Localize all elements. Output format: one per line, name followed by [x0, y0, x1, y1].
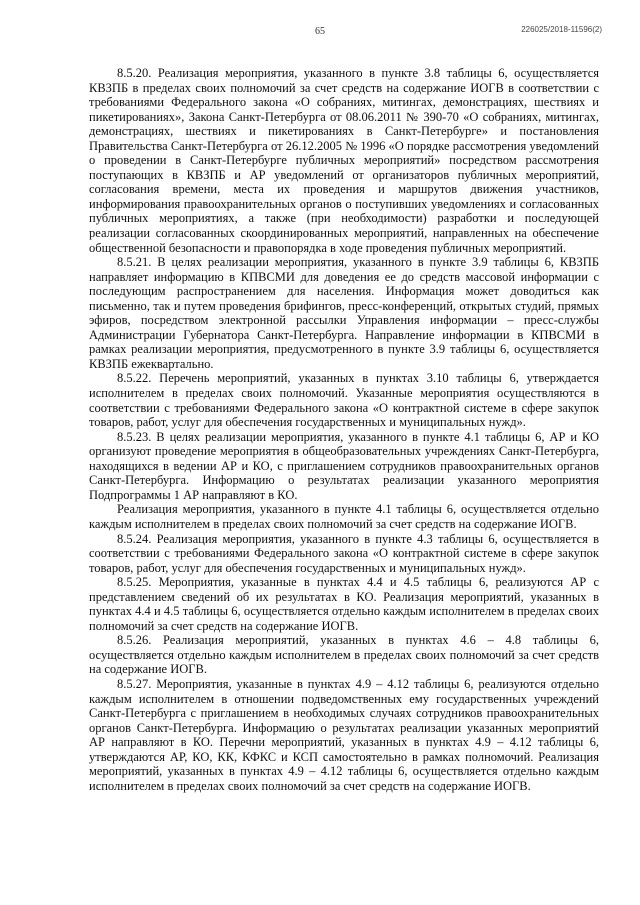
page-number: 65 [315, 26, 325, 37]
document-body [89, 66, 599, 793]
paragraph-8-5-26: 8.5.26. Реализация мероприятий, указанных в пунктах 4.6 – 4.8 таблицы 6, осуществляется отдельно каждым исполнителем в пределах своих полномочий за счет средств на содержание ИОГВ. [89, 633, 599, 677]
paragraph-8-5-23-continuation: Реализация мероприятия, указанного в пункте 4.1 таблицы 6, осуществляется отдельно каждым исполнителем в пределах своих полномочий за счет средств на содержание ИОГВ. [89, 502, 599, 531]
paragraph-8-5-22: 8.5.22. Перечень мероприятий, указанных в пунктах 3.10 таблицы 6, утверждается исполнителем в пределах своих полномочий. Указанные мероприятия осуществляются в соответствии с требованиями Федерального закона «О контрактной системе в сфере закупок товаров, работ, услуг для обеспечения государственных и муниципальных нужд». [89, 371, 599, 430]
paragraph-8-5-20: 8.5.20. Реализация мероприятия, указанного в пункте 3.8 таблицы 6, осуществляется КВЗПБ в пределах своих полномочий за счет средств на содержание ИОГВ в соответствии с требованиями Федерального закона «О собраниях, митингах, демонстрациях, шествиях и пикетированиях», Закона Санкт-Петербурга от 08.06.2011 № 390-70 «О собраниях, митингах, демонстрациях, шествиях и пикетированиях в Санкт-Петербурге» и постановления Правительства Санкт-Петербурга от 26.12.2005 № 1996 «О порядке рассмотрения уведомлений о проведении в Санкт-Петербурге публичных мероприятий» посредством рассмотрения поступающих в КВЗПБ и АР уведомлений от организаторов публичных мероприятий, согласования времени, места их проведения и маршрутов движения участников, информирования правоохранительных органов о поступивших уведомлениях и согласованных публичных мероприятиях, а также (при необходимости) разработки и последующей реализации согласованных скоординированных мероприятий, направленных на обеспечение общественной безопасности и правопорядка в ходе проведения публичных мероприятий. [89, 66, 599, 255]
paragraph-8-5-24: 8.5.24. Реализация мероприятия, указанного в пункте 4.3 таблицы 6, осуществляется в соответствии с требованиями Федерального закона «О контрактной системе в сфере закупок товаров, работ, услуг для обеспечения государственных и муниципальных нужд». [89, 531, 599, 575]
paragraph-8-5-23: 8.5.23. В целях реализации мероприятия, указанного в пункте 4.1 таблицы 6, АР и КО организуют проведение мероприятия в общеобразовательных учреждениях Санкт-Петербурга, находящихся в ведении АР и КО, с приглашением сотрудников правоохранительных органов Санкт-Петербурга. Информацию о результатах реализации указанного мероприятия Подпрограммы 1 АР направляют в КО. [89, 429, 599, 502]
paragraph-8-5-25: 8.5.25. Мероприятия, указанные в пунктах 4.4 и 4.5 таблицы 6, реализуются АР с представлением сведений об их результатах в КО. Реализация мероприятий, указанных в пунктах 4.4 и 4.5 таблицы 6, осуществляется отдельно каждым исполнителем в пределах своих полномочий за счет средств на содержание ИОГВ. [89, 575, 599, 633]
paragraph-8-5-21: 8.5.21. В целях реализации мероприятия, указанного в пункте 3.9 таблицы 6, КВЗПБ направляет информацию в КПВСМИ для доведения ее до средств массовой информации с последующим распространением для населения. Информация может доводиться как письменно, так и путем проведения брифингов, пресс-конференций, открытых студий, прямых эфиров, посредством электронной рассылки Управления информации – пресс-службы Администрации Губернатора Санкт-Петербурга. Направление информации в КПВСМИ в рамках реализации мероприятия, предусмотренного в пункте 3.9 таблицы 6, осуществляется КВЗПБ ежеквартально. [89, 255, 599, 371]
paragraph-8-5-27: 8.5.27. Мероприятия, указанные в пунктах 4.9 – 4.12 таблицы 6, реализуются отдельно каждым исполнителем в отношении подведомственных ему государственных учреждений Санкт-Петербурга с приглашением в необходимых случаях сотрудников правоохранительных органов Санкт-Петербурга. Информацию о результатах реализации указанных мероприятий АР направляют в КО. Перечни мероприятий, указанных в пунктах 4.9 – 4.12 таблицы 6, утверждаются АР, КО, КК, КФКС и КСП самостоятельно в рамках полномочий. Реализация мероприятий, указанных в пунктах 4.9 – 4.12 таблицы 6, осуществляется отдельно каждым исполнителем в пределах своих полномочий за счет средств на содержание ИОГВ. [89, 676, 599, 793]
document-id: 226025/2018-11596(2) [521, 25, 602, 34]
